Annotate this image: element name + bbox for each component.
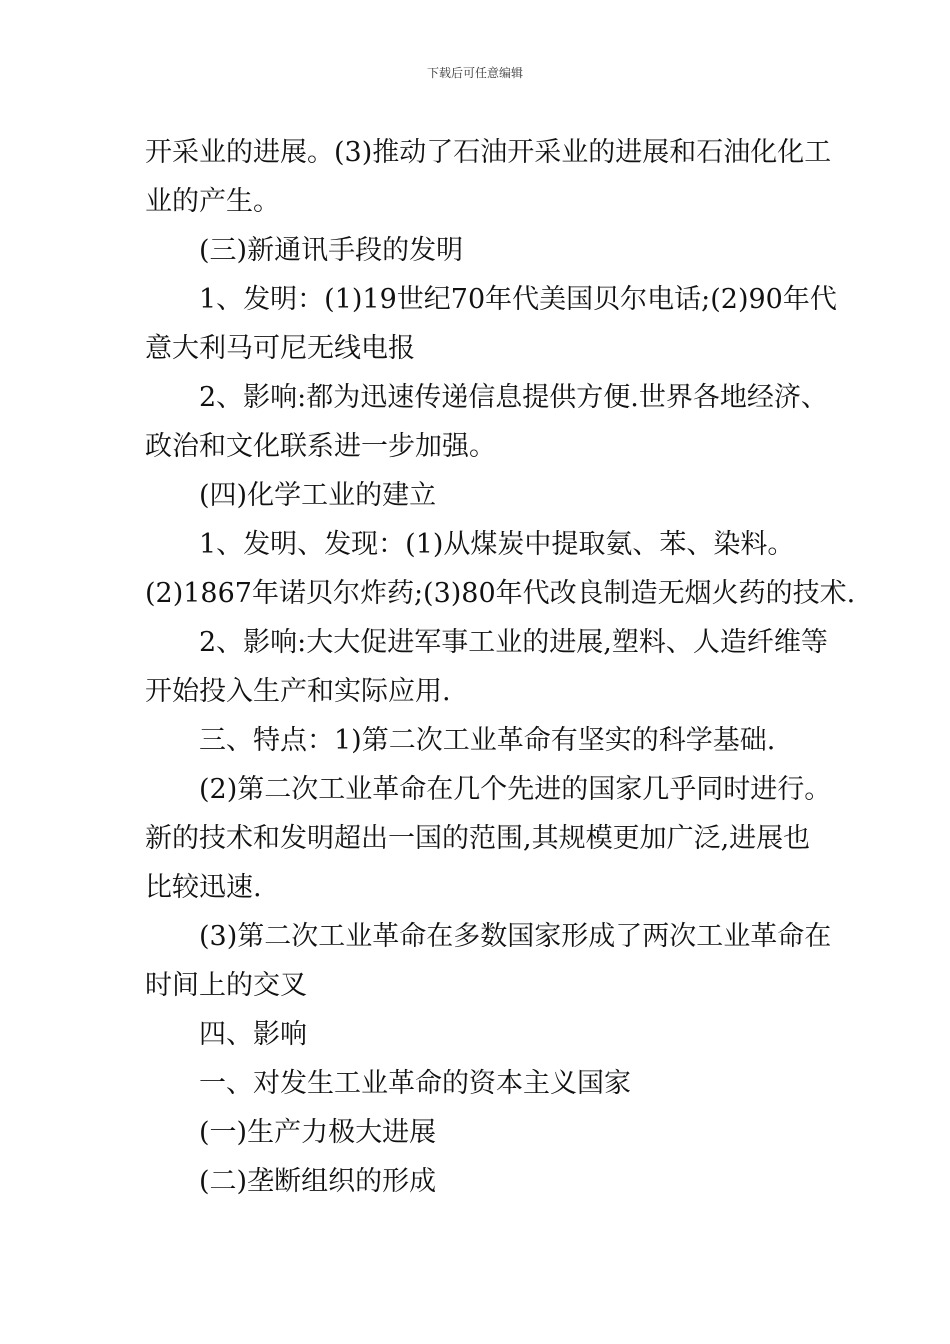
section-heading: (三)新通讯手段的发明 bbox=[199, 235, 464, 266]
paragraph-line: 开始投入生产和实际应用. bbox=[145, 676, 451, 707]
paragraph-line: 2、影响:大大促进军事工业的进展,塑料、人造纤维等 bbox=[199, 627, 828, 658]
paragraph-line: (3)第二次工业革命在多数国家形成了两次工业革命在 bbox=[199, 921, 832, 952]
paragraph-line: 2、影响:都为迅速传递信息提供方便.世界各地经济、 bbox=[199, 382, 828, 413]
paragraph-line: (2)1867年诺贝尔炸药;(3)80年代改良制造无烟火药的技术. bbox=[145, 578, 856, 609]
paragraph-line: 1、发明：(1)19世纪70年代美国贝尔电话;(2)90年代 bbox=[199, 284, 837, 315]
body-text bbox=[145, 128, 856, 1206]
section-heading: (四)化学工业的建立 bbox=[199, 480, 437, 511]
paragraph-line: 业的产生。 bbox=[145, 186, 280, 217]
section-heading: 三、特点：1)第二次工业革命有坚实的科学基础. bbox=[199, 725, 776, 756]
section-heading: (二)垄断组织的形成 bbox=[199, 1166, 437, 1197]
paragraph-line: 时间上的交叉 bbox=[145, 970, 307, 1001]
paragraph-line: (2)第二次工业革命在几个先进的国家几乎同时进行。 bbox=[199, 774, 832, 805]
paragraph-line: 比较迅速. bbox=[145, 872, 262, 903]
section-heading: 四、影响 bbox=[199, 1019, 307, 1050]
paragraph-line: 开采业的进展。(3)推动了石油开采业的进展和石油化化工 bbox=[145, 137, 832, 168]
paragraph-line: 新的技术和发明超出一国的范围,其规模更加广泛,进展也 bbox=[145, 823, 811, 854]
section-heading: (一)生产力极大进展 bbox=[199, 1117, 437, 1148]
section-heading: 一、对发生工业革命的资本主义国家 bbox=[199, 1068, 631, 1099]
page-header: 下载后可任意编辑 bbox=[426, 66, 523, 80]
paragraph-line: 政治和文化联系进一步加强。 bbox=[145, 431, 496, 462]
paragraph-line: 1、发明、发现：(1)从煤炭中提取氨、苯、染料。 bbox=[199, 529, 795, 560]
paragraph-line: 意大利马可尼无线电报 bbox=[145, 333, 415, 364]
